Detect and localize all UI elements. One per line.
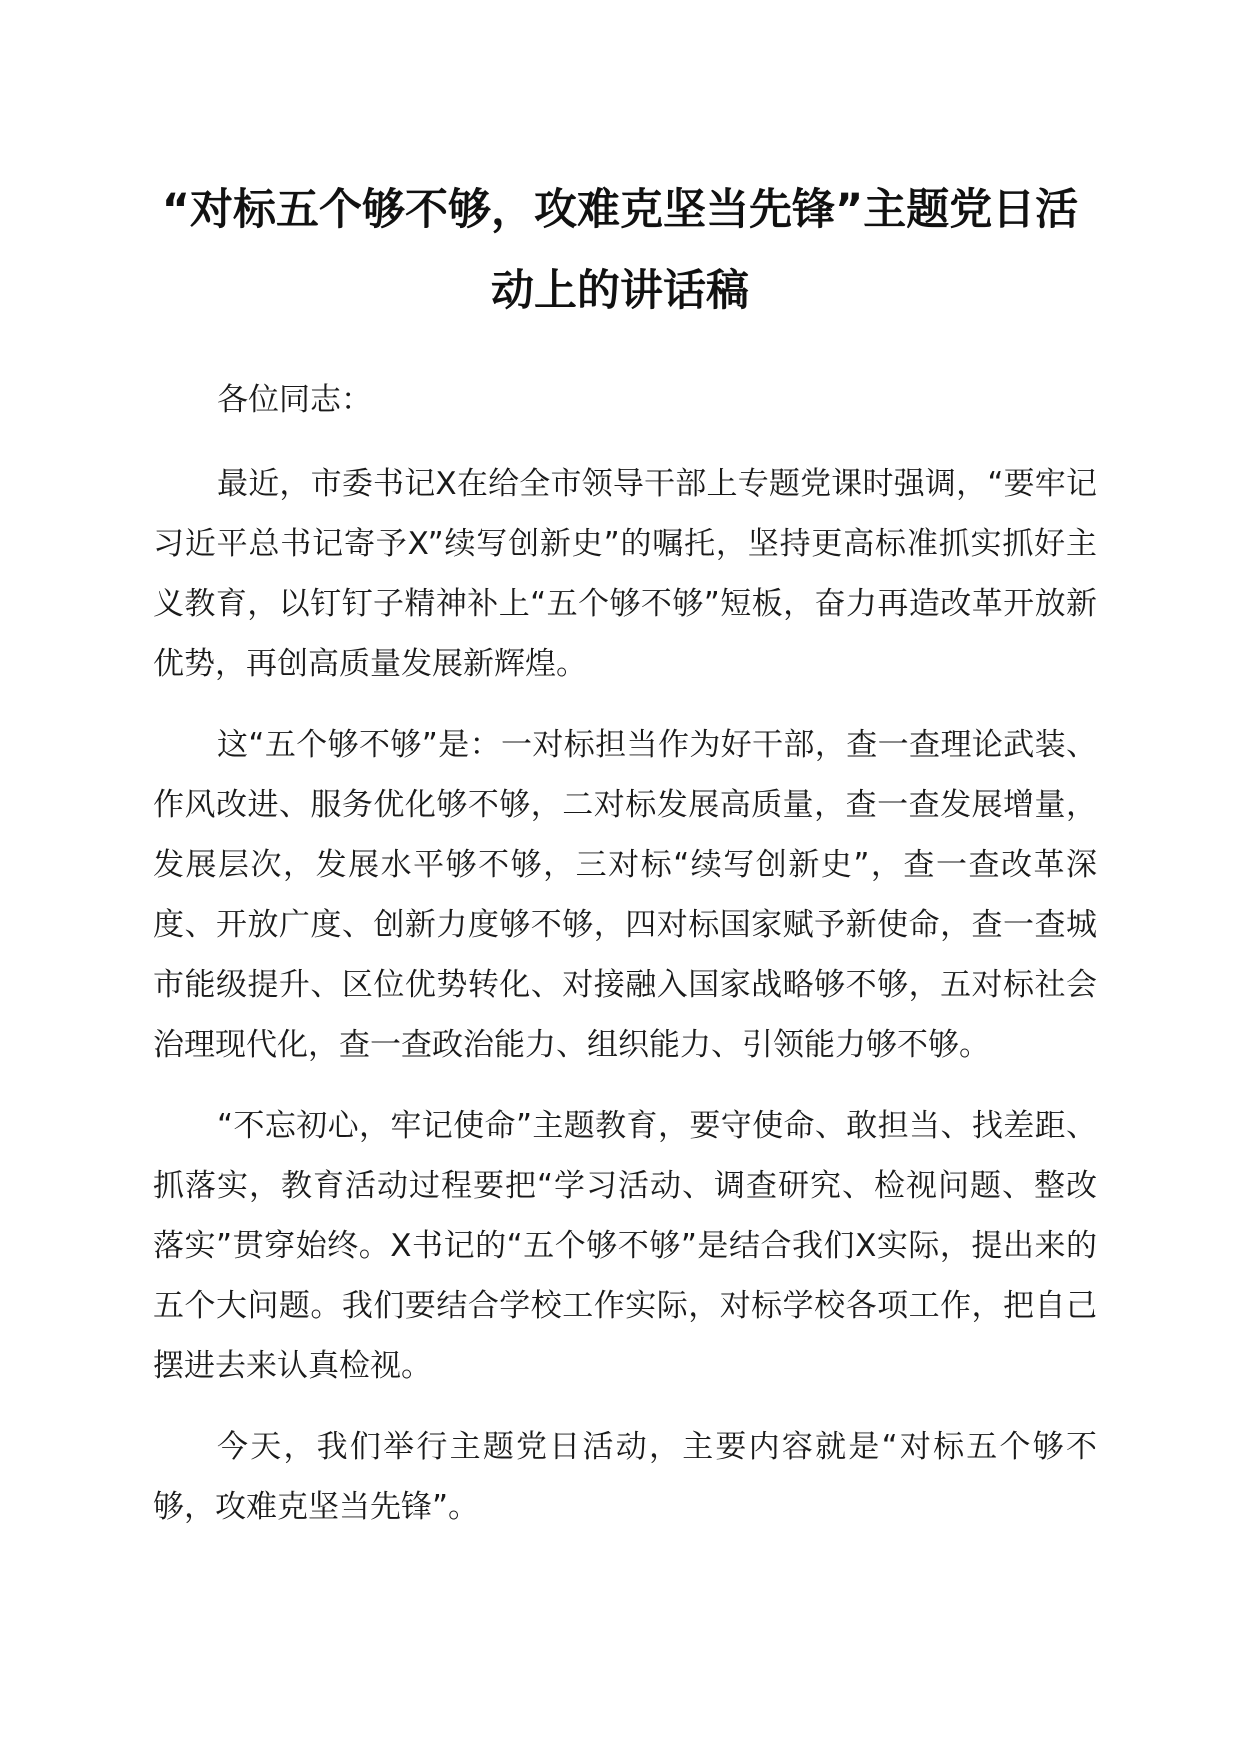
paragraph-4: 今天，我们举行主题党日活动，主要内容就是“对标五个够不够，攻难克坚当先锋”。 bbox=[153, 1429, 1097, 1525]
document-body bbox=[153, 370, 1097, 1558]
paragraph-3: “不忘初心，牢记使命”主题教育，要守使命、敢担当、找差距、抓落实，教育活动过程要把“学习活动、调查研究、检视问题、整改落实”贯穿始终。X书记的“五个够不够”是结合我们X实际，提出来的五个大问题。我们要结合学校工作实际，对标学校各项工作，把自己摆进去来认真检视。 bbox=[153, 1108, 1097, 1384]
paragraph-1: 最近，市委书记X在给全市领导干部上专题党课时强调，“要牢记习近平总书记寄予X”续写创新史”的嘱托，坚持更高标准抓实抓好主义教育，以钉钉子精神补上“五个够不够”短板，奋力再造改革开放新优势，再创高质量发展新辉煌。 bbox=[153, 466, 1097, 682]
document-title: “对标五个够不够，攻难克坚当先锋”主题党日活动上的讲话稿 bbox=[161, 185, 1079, 316]
greeting: 各位同志： bbox=[217, 382, 372, 418]
paragraph-2: 这“五个够不够”是：一对标担当作为好干部，查一查理论武装、作风改进、服务优化够不够，二对标发展高质量，查一查发展增量，发展层次，发展水平够不够，三对标“续写创新史”，查一查改革深度、开放广度、创新力度够不够，四对标国家赋予新使命，查一查城市能级提升、区位优势转化、对接融入国家战略够不够，五对标社会治理现代化，查一查政治能力、组织能力、引领能力够不够。 bbox=[153, 727, 1097, 1063]
